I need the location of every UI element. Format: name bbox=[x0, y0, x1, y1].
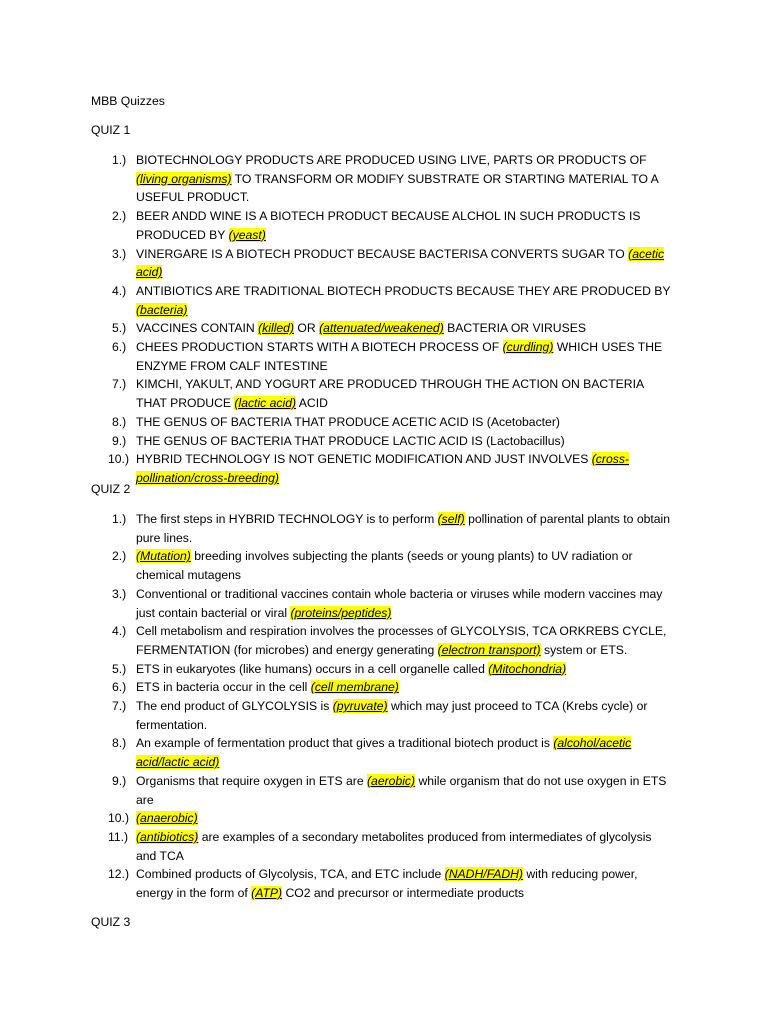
quiz2-heading: QUIZ 2 bbox=[91, 482, 131, 496]
item-number: 9.) bbox=[112, 433, 127, 448]
item-number: 8.) bbox=[112, 736, 127, 751]
item-text bbox=[136, 432, 671, 451]
question-text: system or ETS. bbox=[540, 642, 628, 657]
quiz1-item bbox=[91, 151, 671, 207]
answer-highlight: (antibiotics) bbox=[136, 829, 199, 844]
item-text bbox=[136, 585, 671, 622]
question-text: VACCINES CONTAIN bbox=[136, 321, 259, 336]
item-number: 2.) bbox=[112, 549, 127, 564]
quiz2-item bbox=[91, 678, 671, 697]
answer-highlight: (anaerobic) bbox=[136, 811, 198, 826]
quiz2-item bbox=[91, 734, 671, 771]
answer-highlight: (Mutation) bbox=[136, 549, 191, 564]
question-text: ANTIBIOTICS ARE TRADITIONAL BIOTECH PRODUCTS BECAUSE THEY ARE PRODUCED BY bbox=[136, 283, 671, 298]
item-number: 2.) bbox=[112, 209, 127, 224]
question-text: which may just proceed to TCA (Krebs cycle) or fermentation. bbox=[136, 699, 648, 732]
item-text bbox=[136, 319, 671, 338]
quiz1-item bbox=[91, 319, 671, 338]
question-text: CHEES PRODUCTION STARTS WITH A BIOTECH PROCESS OF bbox=[136, 340, 503, 355]
item-number: 7.) bbox=[112, 699, 127, 714]
quiz1-item bbox=[91, 375, 671, 412]
answer-highlight: (pyruvate) bbox=[332, 699, 388, 714]
question-text: pollination of parental plants to obtain pure lines. bbox=[136, 512, 671, 545]
question-text: ACID bbox=[296, 396, 328, 411]
item-number: 4.) bbox=[112, 283, 127, 298]
answer-highlight: (self) bbox=[437, 512, 465, 526]
document-title: MBB Quizzes bbox=[91, 94, 165, 108]
question-text: TO TRANSFORM OR MODIFY SUBSTRATE OR STARTING MATERIAL TO A USEFUL PRODUCT. bbox=[136, 171, 659, 205]
quiz1-item bbox=[91, 450, 671, 487]
item-text bbox=[136, 375, 671, 412]
answer-highlight: (cross-pollination/cross-breeding) bbox=[136, 452, 629, 485]
question-text: OR bbox=[294, 321, 320, 336]
item-text bbox=[136, 510, 671, 547]
answer-highlight: (alcohol/acetic acid/lactic acid) bbox=[136, 736, 632, 770]
question-text: The first steps in HYBRID TECHNOLOGY is to perform bbox=[136, 512, 438, 526]
item-number: 8.) bbox=[112, 414, 127, 429]
question-text: HYBRID TECHNOLOGY IS NOT GENETIC MODIFICATION AND JUST INVOLVES bbox=[136, 452, 592, 467]
answer-highlight: (aerobic) bbox=[367, 773, 416, 788]
quiz2-item bbox=[91, 865, 671, 902]
item-text bbox=[136, 734, 671, 771]
question-text: ETS in eukaryotes (like humans) occurs in a cell organelle called bbox=[136, 661, 489, 676]
question-text: with reducing power, energy in the form of bbox=[136, 867, 638, 901]
question-text: KIMCHI, YAKULT, AND YOGURT ARE PRODUCED THROUGH THE ACTION ON BACTERIA THAT PRODUCE bbox=[136, 377, 644, 411]
item-number: 7.) bbox=[112, 377, 127, 392]
answer-highlight: (lactic acid) bbox=[234, 396, 297, 411]
quiz1-item bbox=[91, 413, 671, 432]
quiz1-item bbox=[91, 207, 671, 244]
answer-highlight: (cell membrane) bbox=[310, 680, 399, 695]
question-text: VINERGARE IS A BIOTECH PRODUCT BECAUSE BACTERISA CONVERTS SUGAR TO bbox=[136, 246, 629, 261]
item-text bbox=[136, 245, 671, 282]
answer-highlight: (electron transport) bbox=[437, 642, 541, 657]
item-text bbox=[136, 547, 671, 584]
quiz2-item bbox=[91, 828, 671, 865]
item-number: 1.) bbox=[112, 512, 127, 526]
answer-highlight: (bacteria) bbox=[136, 302, 188, 317]
item-text bbox=[136, 828, 671, 865]
question-text: The end product of GLYCOLYSIS is bbox=[136, 699, 333, 714]
quiz2-item bbox=[91, 510, 671, 547]
item-number: 3.) bbox=[112, 246, 127, 261]
answer-highlight: (killed) bbox=[258, 321, 295, 336]
item-number: 1.) bbox=[112, 153, 127, 167]
item-text bbox=[136, 772, 671, 809]
question-text: Organisms that require oxygen in ETS are bbox=[136, 773, 367, 788]
item-text bbox=[136, 151, 671, 207]
item-text bbox=[136, 413, 671, 432]
question-text: BEER ANDD WINE IS A BIOTECH PRODUCT BECAUSE ALCHOL IN SUCH PRODUCTS IS PRODUCED BY bbox=[136, 209, 641, 242]
quiz2-item bbox=[91, 697, 671, 734]
quiz2-item bbox=[91, 809, 671, 828]
item-text bbox=[136, 207, 671, 244]
question-text: breeding involves subjecting the plants (seeds or young plants) to UV radiation or chemical mutagens bbox=[136, 549, 633, 583]
item-number: 5.) bbox=[112, 321, 127, 336]
item-text bbox=[136, 678, 671, 697]
question-text: ETS in bacteria occur in the cell bbox=[136, 680, 311, 695]
quiz3-heading: QUIZ 3 bbox=[91, 915, 131, 929]
item-number: 9.) bbox=[112, 773, 127, 788]
question-text: CO2 and precursor or intermediate products bbox=[282, 886, 524, 901]
question-text: Combined products of Glycolysis, TCA, and ETC include bbox=[136, 867, 445, 882]
question-text: An example of fermentation product that gives a traditional biotech product is bbox=[136, 736, 554, 751]
item-number: 6.) bbox=[112, 340, 127, 355]
question-text: Cell metabolism and respiration involves the processes of GLYCOLYSIS, TCA ORKREBS CYCLE, FERMENTATION (for microbes) and energy generating bbox=[136, 624, 667, 657]
item-number: 5.) bbox=[112, 661, 127, 676]
quiz1-heading: QUIZ 1 bbox=[91, 123, 131, 137]
answer-highlight: (acetic acid) bbox=[136, 246, 665, 280]
item-text bbox=[136, 809, 671, 828]
answer-highlight: (curdling) bbox=[502, 340, 554, 355]
item-text bbox=[136, 660, 671, 679]
answer-highlight: (ATP) bbox=[251, 886, 283, 901]
question-text: BIOTECHNOLOGY PRODUCTS ARE PRODUCED USING LIVE, PARTS OR PRODUCTS OF bbox=[136, 153, 647, 167]
item-number: 12.) bbox=[108, 867, 130, 882]
quiz1-item bbox=[91, 338, 671, 375]
item-number: 4.) bbox=[112, 624, 127, 639]
answer-highlight: (Mitochondria) bbox=[488, 661, 567, 676]
item-number: 6.) bbox=[112, 680, 127, 695]
quiz1-item bbox=[91, 245, 671, 282]
answer-highlight: (proteins/peptides) bbox=[290, 605, 392, 620]
answer-highlight: (yeast) bbox=[228, 227, 266, 242]
quiz2-item bbox=[91, 547, 671, 584]
item-text bbox=[136, 282, 671, 319]
question-text: THE GENUS OF BACTERIA THAT PRODUCE LACTIC ACID IS (Lactobacillus) bbox=[136, 433, 565, 448]
quiz1-item bbox=[91, 282, 671, 319]
question-text: Conventional or traditional vaccines contain whole bacteria or viruses while modern vaccines may just contain bacterial or viral bbox=[136, 586, 663, 620]
quiz2-item bbox=[91, 772, 671, 809]
quiz2-item bbox=[91, 660, 671, 679]
item-number: 11.) bbox=[108, 829, 129, 844]
item-text bbox=[136, 450, 671, 487]
item-text bbox=[136, 622, 671, 659]
answer-highlight: (living organisms) bbox=[136, 171, 232, 186]
quiz1-item bbox=[91, 432, 671, 451]
question-text: are examples of a secondary metabolites produced from intermediates of glycolysis and TCA bbox=[136, 829, 652, 863]
item-text bbox=[136, 338, 671, 375]
answer-highlight: (NADH/FADH) bbox=[444, 867, 523, 882]
question-text: while organism that do not use oxygen in ETS are bbox=[136, 773, 667, 807]
answer-highlight: (attenuated/weakened) bbox=[319, 321, 444, 336]
item-number: 10.) bbox=[108, 452, 130, 467]
item-text bbox=[136, 697, 671, 734]
item-text bbox=[136, 865, 671, 902]
quiz2-item bbox=[91, 585, 671, 622]
item-number: 10.) bbox=[108, 811, 130, 826]
question-text: WHICH USES THE ENZYME FROM CALF INTESTINE bbox=[136, 340, 663, 373]
quiz2-list bbox=[91, 510, 671, 903]
question-text: BACTERIA OR VIRUSES bbox=[443, 321, 586, 336]
item-number: 3.) bbox=[112, 586, 127, 601]
quiz1-list bbox=[91, 151, 671, 488]
question-text: THE GENUS OF BACTERIA THAT PRODUCE ACETIC ACID IS (Acetobacter) bbox=[136, 414, 560, 429]
quiz2-item bbox=[91, 622, 671, 659]
